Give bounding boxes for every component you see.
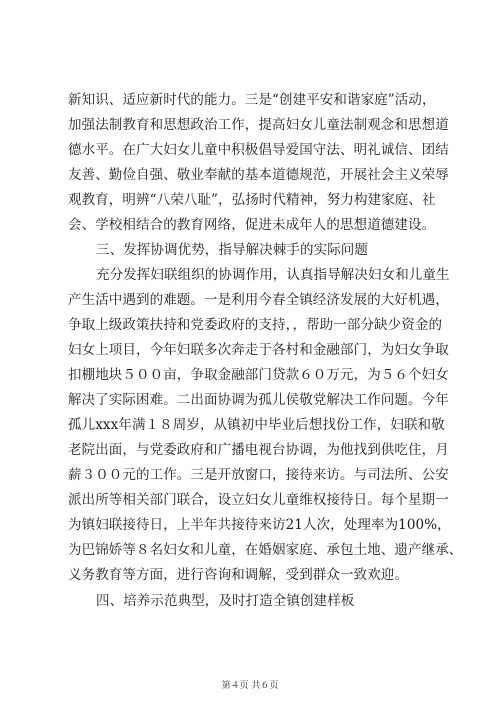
section-heading: 四、培养示范典型，及时打造全镇创建样板 — [96, 593, 355, 609]
text-line: 扣棚地块５００亩，争取金融部门贷款６０万元，为５６个妇女 — [68, 367, 449, 383]
text-line: 德水平。在广大妇女儿童中积极倡导爱国守法、明礼诚信、团结 — [68, 142, 449, 158]
text-line: 老院出面，与党委政府和广播电视台协调，为他找到供吃住，月 — [68, 442, 449, 458]
text-line: 友善、勤俭自强、敬业奉献的基本道德规范，开展社会主义荣辱 — [68, 167, 449, 183]
text-line: 义务教育等方面，进行咨询和调解，受到群众一致欢迎。 — [68, 567, 408, 583]
text-line: 争取上级政策扶持和党委政府的支持，，帮助一部分缺少资金的 — [68, 317, 443, 333]
text-line: 孤儿xxx年满１８周岁，从镇初中毕业后想找份工作，妇联和敬 — [68, 417, 445, 433]
paragraph-first-line: 充分发挥妇联组织的协调作用，认真指导解决妇女和儿童生 — [96, 267, 450, 283]
text-line: 薪３００元的工作。三是开放窗口，接待来访。与司法所、公安 — [68, 467, 449, 483]
section-heading: 三、发挥协调优势，指导解决棘手的实际问题 — [96, 242, 368, 258]
page-number-footer: 第４页 共６页 — [221, 681, 279, 691]
text-line: 为镇妇联接待日，上半年共接待来访21人次，处理率为100%， — [68, 517, 451, 533]
text-line: 加强法制教育和思想政治工作，提高妇女儿童法制观念和思想道 — [68, 117, 449, 133]
text-line: 新知识、适应新时代的能力。三是“创建平安和谐家庭”活动， — [68, 92, 436, 108]
text-line: 解决了实际困难。二出面协调为孤儿侯敬党解决工作问题。今年 — [68, 392, 449, 408]
text-line: 产生活中遇到的难题。一是利用今春全镇经济发展的大好机遇， — [68, 292, 449, 308]
text-line: 观教育，明辨“八荣八耻”，弘扬时代精神，努力构建家庭、社 — [68, 192, 436, 208]
text-line: 为巴锦娇等８名妇女和儿童，在婚姻家庭、承包土地、遗产继承、 — [68, 542, 463, 558]
text-line: 派出所等相关部门联合，设立妇女儿童维权接待日。每个星期一 — [68, 492, 449, 508]
text-line: 会、学校相结合的教育网络，促进未成年人的思想道德建设。 — [68, 217, 436, 233]
text-line: 妇女上项目，今年妇联多次奔走于各村和金融部门，为妇女争取 — [68, 342, 449, 358]
